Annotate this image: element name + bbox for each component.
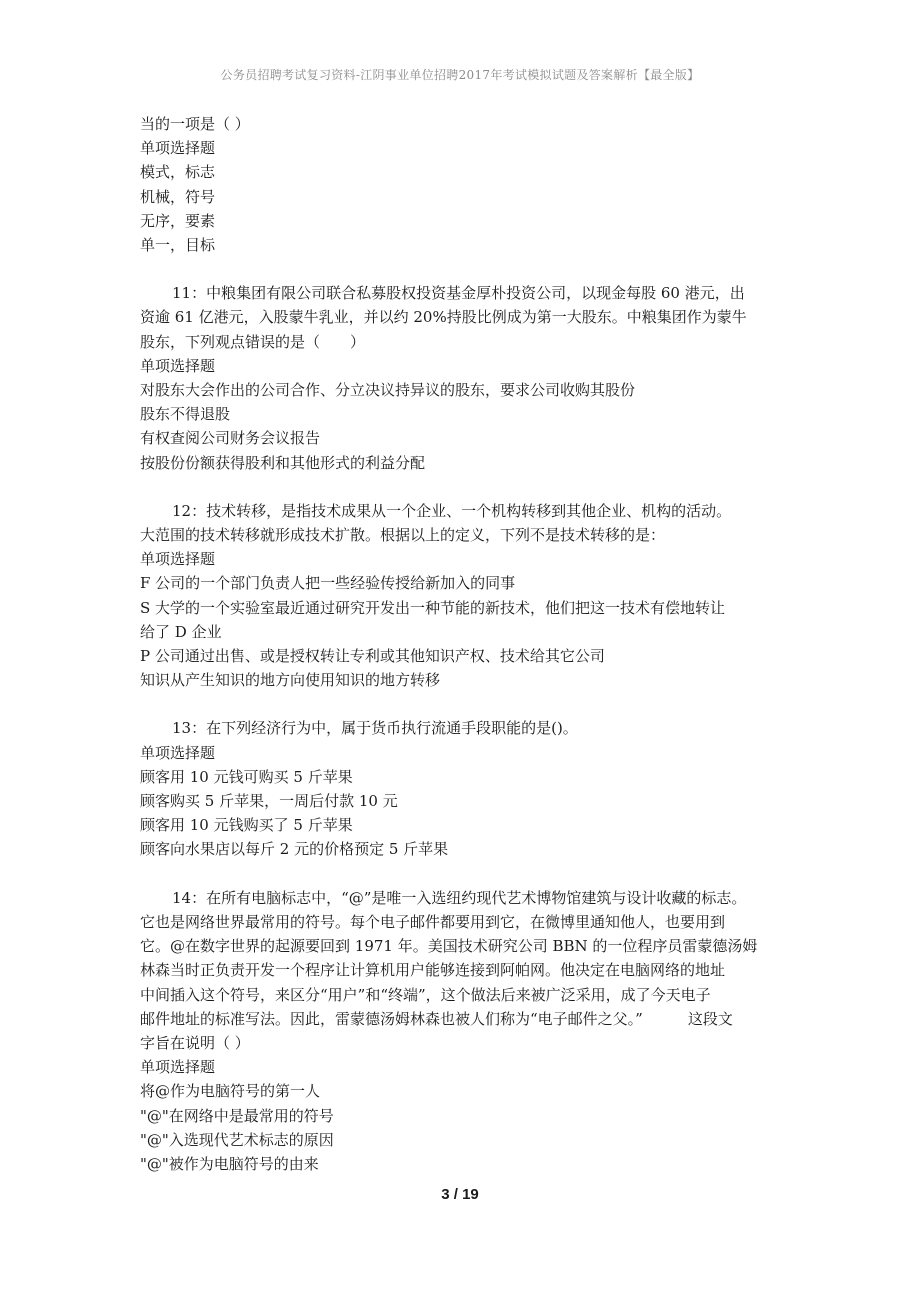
question-stem: 11：中粮集团有限公司联合私募股权投资基金厚朴投资公司，以现金每股 60 港元，出 — [172, 284, 745, 303]
question-stem: 大范围的技术转移就形成技术扩散。根据以上的定义，下列不是技术转移的是： — [140, 526, 666, 545]
option: 股东不得退股 — [140, 405, 231, 424]
question-type: 单项选择题 — [140, 139, 216, 158]
page-number: 3 / 19 — [441, 1186, 479, 1203]
question-type: 单项选择题 — [140, 743, 216, 762]
question-stem: 中间插入这个符号，来区分“用户”和“终端”，这个做法后来被广泛采用，成了今天电子 — [140, 985, 711, 1004]
question-type: 单项选择题 — [140, 356, 216, 375]
option: 单一，目标 — [140, 236, 216, 255]
option: "@"被作为电脑符号的由来 — [140, 1154, 319, 1173]
option: 知识从产生知识的地方向使用知识的地方转移 — [140, 671, 441, 690]
question-13 — [140, 716, 788, 861]
option: "@"入选现代艺术标志的原因 — [140, 1130, 334, 1149]
option: 顾客用 10 元钱可购买 5 斤苹果 — [140, 767, 353, 786]
option: 有权查阅公司财务会议报告 — [140, 429, 321, 448]
page-header: 公务员招聘考试复习资料-江阴事业单位招聘2017年考试模拟试题及答案解析【最全版】 — [220, 68, 700, 82]
option: 机械，符号 — [140, 187, 216, 206]
option: 顾客购买 5 斤苹果，一周后付款 10 元 — [140, 792, 398, 811]
option: P 公司通过出售、或是授权转让专利或其他知识产权、技术给其它公司 — [140, 647, 605, 666]
question-stem: 它也是网络世界最常用的符号。每个电子邮件都要用到它，在微博里通知他人，也要用到 — [140, 912, 726, 931]
question-11 — [140, 281, 788, 475]
prev-question — [140, 112, 788, 257]
option: 模式，标志 — [140, 163, 216, 182]
question-type: 单项选择题 — [140, 1058, 216, 1077]
question-stem: 林森当时正负责开发一个程序让计算机用户能够连接到阿帕网。他决定在电脑网络的地址 — [140, 961, 726, 980]
document-body — [140, 112, 788, 1176]
question-stem: 邮件地址的标准写法。因此，雷蒙德汤姆林森也被人们称为“电子邮件之父。” 这段文 — [140, 1009, 733, 1028]
option: "@"在网络中是最常用的符号 — [140, 1106, 334, 1125]
option: 将@作为电脑符号的第一人 — [140, 1082, 321, 1101]
option: 对股东大会作出的公司合作、分立决议持异议的股东，要求公司收购其股份 — [140, 381, 636, 400]
option: F 公司的一个部门负责人把一些经验传授给新加入的同事 — [140, 574, 516, 593]
question-stem-tail: 当的一项是（ ） — [140, 115, 250, 133]
question-stem: 14：在所有电脑标志中，“@”是唯一入选纽约现代艺术博物馆建筑与设计收藏的标志。 — [172, 888, 747, 907]
option: 给了 D 企业 — [140, 622, 222, 641]
question-stem: 资逾 61 亿港元，入股蒙牛乳业，并以约 20%持股比例成为第一大股东。中粮集团作为蒙牛 — [140, 308, 747, 327]
option: 顾客用 10 元钱购买了 5 斤苹果 — [140, 816, 353, 835]
question-stem: 股东，下列观点错误的是（ ） — [140, 332, 366, 351]
question-14 — [140, 886, 788, 1176]
question-type: 单项选择题 — [140, 550, 216, 569]
question-stem: 13：在下列经济行为中，属于货币执行流通手段职能的是()。 — [172, 719, 578, 738]
option: 按股份份额获得股利和其他形式的利益分配 — [140, 453, 426, 472]
question-stem: 它。@在数字世界的起源要回到 1971 年。美国技术研究公司 BBN 的一位程序员雷蒙德汤姆 — [140, 937, 758, 956]
option: 无序，要素 — [140, 211, 216, 230]
question-12 — [140, 499, 788, 693]
option: S 大学的一个实验室最近通过研究开发出一种节能的新技术，他们把这一技术有偿地转让 — [140, 598, 726, 617]
question-stem: 12：技术转移，是指技术成果从一个企业、一个机构转移到其他企业、机构的活动。 — [172, 501, 732, 520]
option: 顾客向水果店以每斤 2 元的价格预定 5 斤苹果 — [140, 840, 449, 859]
question-stem: 字旨在说明（ ） — [140, 1033, 250, 1052]
